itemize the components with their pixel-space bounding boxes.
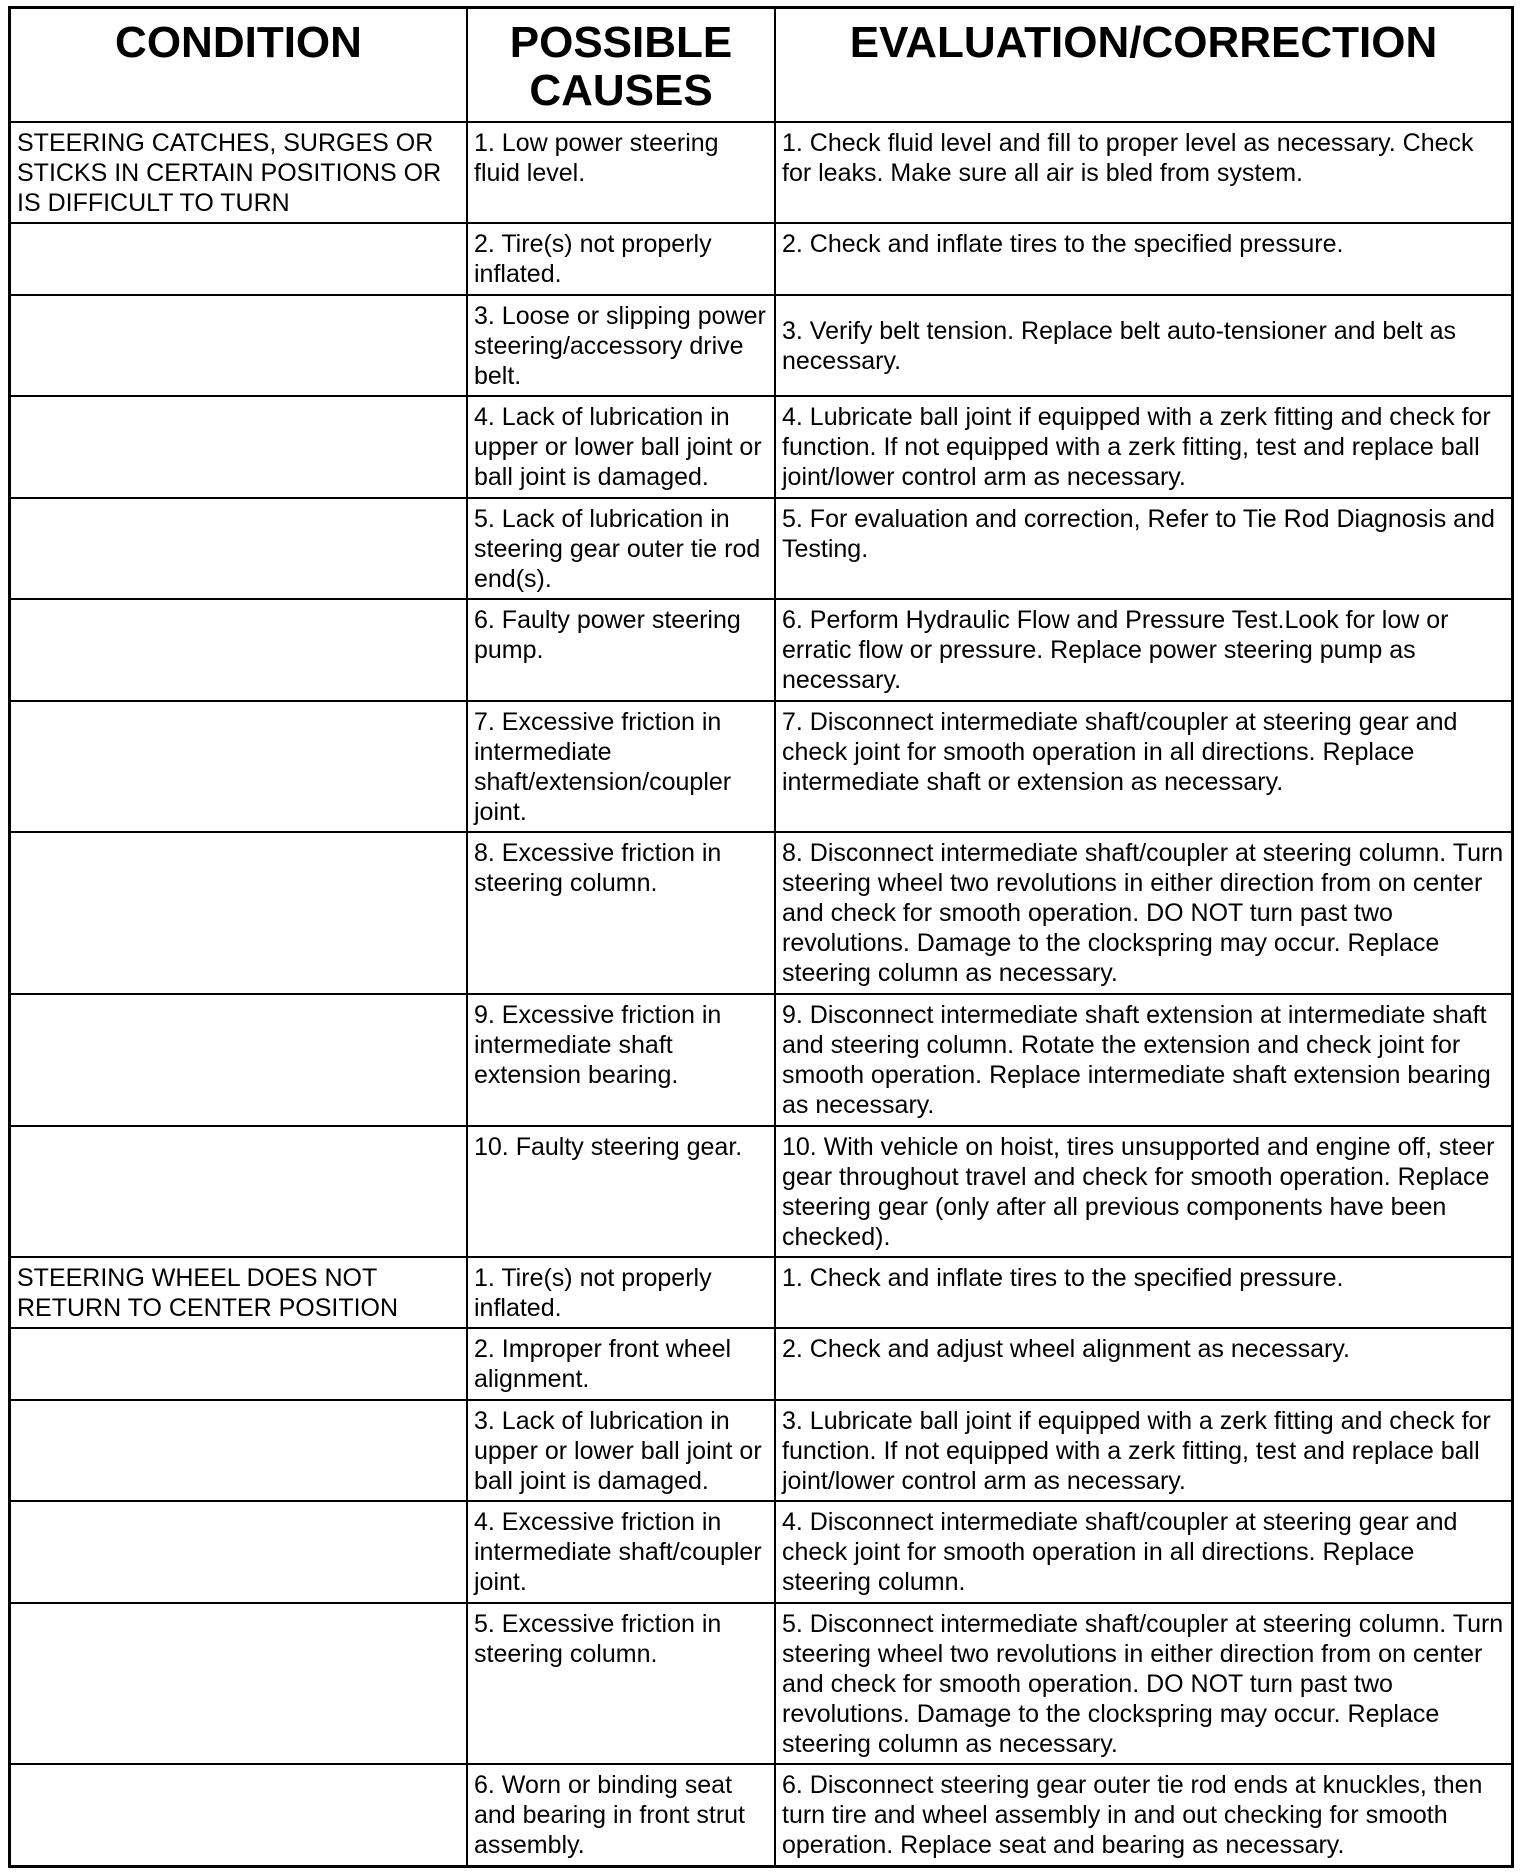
diagnosis-table-sheet	[8, 6, 1514, 1868]
cause-cell: 3. Loose or slipping power steering/accessory drive belt.	[467, 295, 775, 396]
correction-cell: 5. For evaluation and correction, Refer to Tie Rod Diagnosis and Testing.	[775, 498, 1511, 599]
cause-cell: 2. Improper front wheel alignment.	[467, 1328, 775, 1399]
header-evaluation-correction: EVALUATION/CORRECTION	[775, 9, 1511, 122]
cause-cell: 3. Lack of lubrication in upper or lower ball joint or ball joint is damaged.	[467, 1400, 775, 1501]
correction-cell: 1. Check and inflate tires to the specified pressure.	[775, 1257, 1511, 1328]
condition-cell: STEERING CATCHES, SURGES OR STICKS IN CERTAIN POSITIONS OR IS DIFFICULT TO TURN	[11, 122, 467, 223]
correction-cell: 2. Check and inflate tires to the specified pressure.	[775, 223, 1511, 294]
correction-cell: 3. Lubricate ball joint if equipped with a zerk fitting and check for function. If not equipped with a zerk fitting, test and replace ball joint/lower control arm as necessary.	[775, 1400, 1511, 1501]
condition-cell	[11, 1126, 467, 1258]
condition-cell	[11, 1603, 467, 1765]
condition-cell	[11, 1400, 467, 1501]
correction-cell: 6. Perform Hydraulic Flow and Pressure Test.Look for low or erratic flow or pressure. Replace power steering pump as necessary.	[775, 599, 1511, 700]
condition-cell	[11, 498, 467, 599]
cause-cell: 5. Lack of lubrication in steering gear outer tie rod end(s).	[467, 498, 775, 599]
correction-cell: 5. Disconnect intermediate shaft/coupler at steering column. Turn steering wheel two revolutions in either direction from on center and check for smooth operation. DO NOT turn past two revolutions. Damage to the clockspring may occur. Replace steering column as necessary.	[775, 1603, 1511, 1765]
cause-cell: 4. Lack of lubrication in upper or lower ball joint or ball joint is damaged.	[467, 396, 775, 497]
condition-cell: STEERING WHEEL DOES NOT RETURN TO CENTER POSITION	[11, 1257, 467, 1328]
table-row	[11, 599, 1511, 700]
table-row	[11, 1126, 1511, 1258]
condition-cell	[11, 1501, 467, 1602]
table-row	[11, 223, 1511, 294]
table-row	[11, 994, 1511, 1126]
table-row	[11, 498, 1511, 599]
header-possible-causes: POSSIBLE CAUSES	[467, 9, 775, 122]
cause-cell: 8. Excessive friction in steering column.	[467, 832, 775, 994]
condition-cell	[11, 295, 467, 396]
condition-cell	[11, 599, 467, 700]
table-row	[11, 1328, 1511, 1399]
condition-cell	[11, 396, 467, 497]
cause-cell: 1. Tire(s) not properly inflated.	[467, 1257, 775, 1328]
table-row	[11, 1400, 1511, 1501]
cause-cell: 2. Tire(s) not properly inflated.	[467, 223, 775, 294]
correction-cell: 9. Disconnect intermediate shaft extension at intermediate shaft and steering column. Rotate the extension and check joint for smooth operation. Replace intermediate shaft extension bearing as necessary.	[775, 994, 1511, 1126]
header-condition: CONDITION	[11, 9, 467, 122]
condition-cell	[11, 223, 467, 294]
cause-cell: 6. Worn or binding seat and bearing in front strut assembly.	[467, 1764, 775, 1865]
table-row	[11, 1257, 1511, 1328]
table-row	[11, 122, 1511, 223]
condition-cell	[11, 1764, 467, 1865]
correction-cell: 10. With vehicle on hoist, tires unsupported and engine off, steer gear throughout travel and check for smooth operation. Replace steering gear (only after all previous components have been checked).	[775, 1126, 1511, 1258]
cause-cell: 1. Low power steering fluid level.	[467, 122, 775, 223]
correction-cell: 8. Disconnect intermediate shaft/coupler at steering column. Turn steering wheel two revolutions in either direction from on center and check for smooth operation. DO NOT turn past two revolutions. Damage to the clockspring may occur. Replace steering column as necessary.	[775, 832, 1511, 994]
cause-cell: 7. Excessive friction in intermediate shaft/extension/coupler joint.	[467, 701, 775, 833]
condition-cell	[11, 1328, 467, 1399]
table-row	[11, 832, 1511, 994]
correction-cell: 2. Check and adjust wheel alignment as necessary.	[775, 1328, 1511, 1399]
cause-cell: 5. Excessive friction in steering column.	[467, 1603, 775, 1765]
correction-cell: 4. Disconnect intermediate shaft/coupler at steering gear and check joint for smooth operation in all directions. Replace steering column.	[775, 1501, 1511, 1602]
table-row	[11, 1764, 1511, 1865]
diagnosis-table	[11, 9, 1511, 1865]
correction-cell: 3. Verify belt tension. Replace belt auto-tensioner and belt as necessary.	[775, 295, 1511, 396]
correction-cell: 1. Check fluid level and fill to proper level as necessary. Check for leaks. Make sure all air is bled from system.	[775, 122, 1511, 223]
condition-cell	[11, 701, 467, 833]
correction-cell: 6. Disconnect steering gear outer tie rod ends at knuckles, then turn tire and wheel assembly in and out checking for smooth operation. Replace seat and bearing as necessary.	[775, 1764, 1511, 1865]
cause-cell: 6. Faulty power steering pump.	[467, 599, 775, 700]
condition-cell	[11, 832, 467, 994]
condition-cell	[11, 994, 467, 1126]
table-row	[11, 701, 1511, 833]
correction-cell: 7. Disconnect intermediate shaft/coupler at steering gear and check joint for smooth operation in all directions. Replace intermediate shaft or extension as necessary.	[775, 701, 1511, 833]
table-row	[11, 295, 1511, 396]
correction-cell: 4. Lubricate ball joint if equipped with a zerk fitting and check for function. If not equipped with a zerk fitting, test and replace ball joint/lower control arm as necessary.	[775, 396, 1511, 497]
cause-cell: 4. Excessive friction in intermediate shaft/coupler joint.	[467, 1501, 775, 1602]
cause-cell: 9. Excessive friction in intermediate shaft extension bearing.	[467, 994, 775, 1126]
table-row	[11, 396, 1511, 497]
table-row	[11, 1603, 1511, 1765]
cause-cell: 10. Faulty steering gear.	[467, 1126, 775, 1258]
table-row	[11, 1501, 1511, 1602]
table-header-row	[11, 9, 1511, 122]
